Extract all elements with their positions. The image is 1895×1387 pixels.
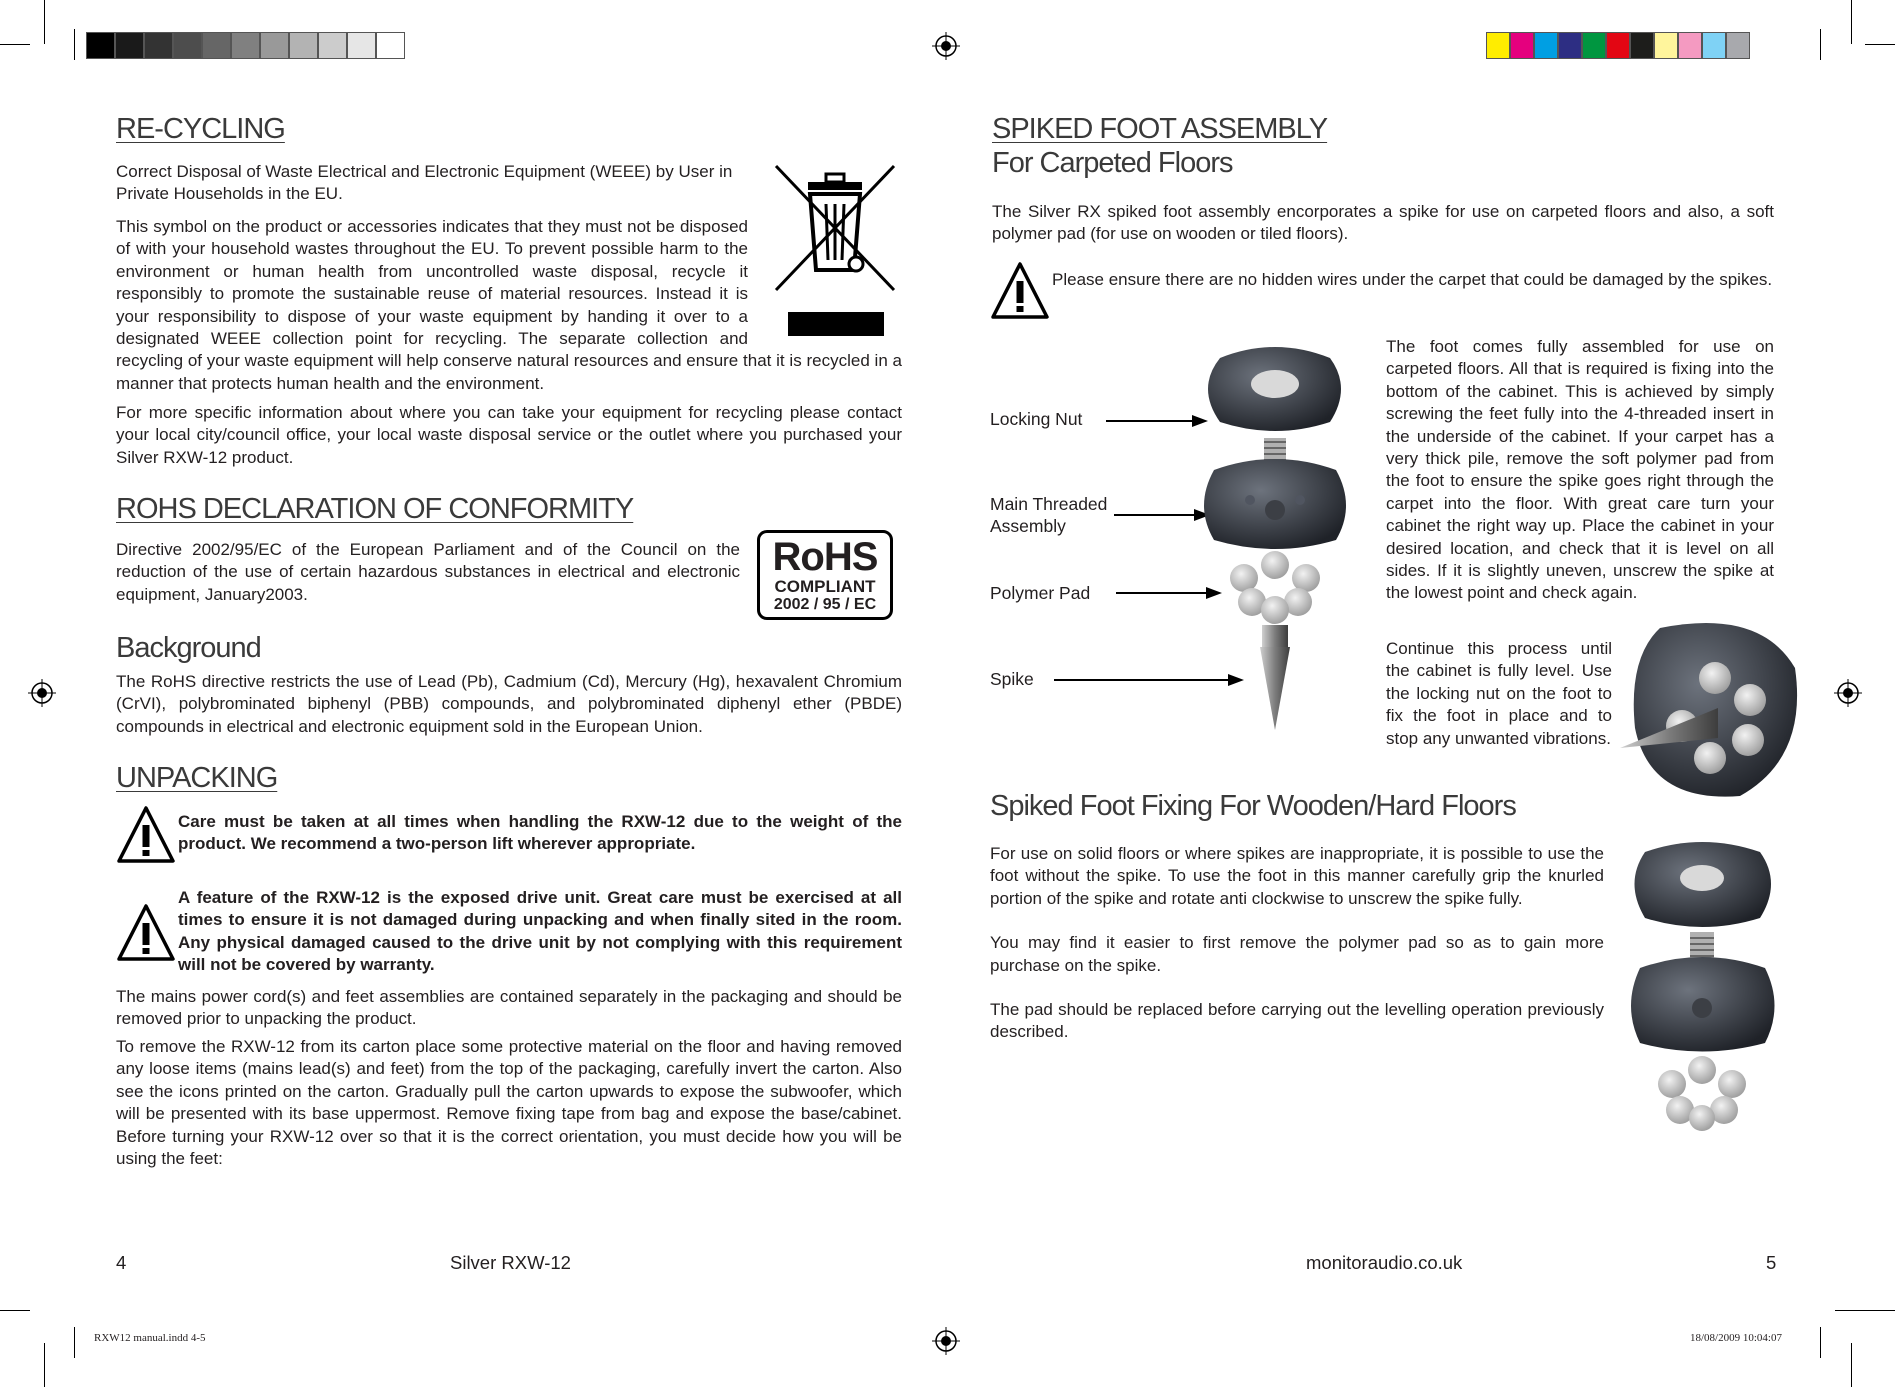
rohs-logo-line3: 2002 / 95 / EC [773, 596, 877, 613]
recycling-more-block [116, 402, 902, 469]
right-page-number: 5 [1766, 1252, 1777, 1273]
slug-timestamp: 18/08/2009 10:04:07 [1690, 1332, 1782, 1344]
crop-mark [1851, 1343, 1852, 1387]
crop-mark [1820, 29, 1821, 60]
spiked-subtitle: For Carpeted Floors [992, 147, 1233, 179]
colour-swatch [289, 32, 318, 59]
unpacking-warning1: Care must be taken at all times when handling the RXW-12 due to the weight of the product. We recommend a two-person lift wherever appropriate. [178, 812, 902, 854]
spiked-intro: The Silver RX spiked foot assembly encorporates a spike for use on carpeted floors and also, a soft polymer pad (for use on wooden or tiled floors). [992, 202, 1774, 244]
spiked-section [992, 112, 1782, 180]
colour-swatch [376, 32, 405, 59]
colour-swatch [1486, 32, 1510, 59]
colour-swatch [318, 32, 347, 59]
wooden-para2: You may find it easier to first remove the polymer pad so as to gain more purchase on the spike. [990, 933, 1604, 975]
colour-swatch [1630, 32, 1654, 59]
unpacking-warning1-block [178, 811, 902, 856]
wooden-para1: For use on solid floors or where spikes are inappropriate, it is possible to use the foot without the spike. To use the foot in this manner carefully grip the knurled portion of the spike and rotate anti clockwise to unscrew the spike fully. [990, 844, 1604, 908]
label-main-threaded-assembly: Main Threaded Assembly [990, 494, 1108, 536]
unpacking-para2: To remove the RXW-12 from its carton place some protective material on the floor and having removed any loose items (mains lead(s) and feet) from the top of the packaging, carefully invert the carton. Also see the icons printed on the carton. Gradually pull the carton upwards to expose the subwoofer, which will be presented with its base uppermost. Remove fixing tape from bag and expose the base/cabinet. Before turning your RXW-12 over so that it is the correct orientation, you must decide how you will be using the feet: [116, 1037, 902, 1169]
recycling-body-text: This symbol on the product or accessories indicates that they must not be disposed of with your household wastes throughout the EU. To prevent possible harm to the environment or human health from uncontrolled waste disposal, recycle it responsibly to promote the sustainable reuse of material resources. Instead it is your responsibility to dispose of your waste equipment by handing it over to a designated WEEE collection point for recycling. The separate collection and recycling of your waste equipment will help conserve natural resources and ensure that it is recycled in a manner that protects human health and the environment. [116, 217, 902, 393]
warning-triangle-icon [116, 903, 176, 963]
rohs-body: Directive 2002/95/EC of the European Parliament and of the Council on the reduction of the use of certain hazardous substances in electrical and electronic equipment, January2003. [116, 540, 740, 604]
wooden-section [990, 789, 1780, 823]
label-locking-nut: Locking Nut [990, 409, 1083, 429]
colour-swatch [1534, 32, 1558, 59]
crop-mark [1865, 44, 1895, 45]
colour-swatch [1702, 32, 1726, 59]
recycling-intro-block [116, 161, 748, 206]
colour-swatch [1726, 32, 1750, 59]
background-title: Background [116, 632, 261, 664]
recycling-section [116, 112, 902, 146]
crop-mark [74, 1327, 75, 1358]
crop-mark [0, 44, 30, 45]
crop-mark [1835, 1310, 1895, 1311]
warning-triangle-icon [116, 805, 176, 865]
rohs-body-block [116, 539, 740, 606]
left-footer-product: Silver RXW-12 [450, 1252, 571, 1273]
colour-swatch [1510, 32, 1534, 59]
spiked-warning-block [1052, 269, 1774, 291]
crop-mark [74, 29, 75, 60]
unpacking-section [116, 761, 902, 795]
colour-swatch [115, 32, 144, 59]
crop-mark [0, 1310, 30, 1311]
unpacking-title: UNPACKING [116, 762, 278, 794]
unpacking-para1-block [116, 986, 902, 1031]
spiked-intro-block [992, 201, 1774, 246]
left-page-number: 4 [116, 1252, 127, 1273]
foot-assembled-illustration [1610, 608, 1810, 808]
right-footer-website: monitoraudio.co.uk [1306, 1252, 1463, 1273]
colour-swatch [1678, 32, 1702, 59]
registration-mark-icon [1834, 679, 1862, 707]
recycling-title: RE-CYCLING [116, 113, 285, 145]
unpacking-warning2-block [178, 887, 902, 977]
recycling-body [116, 216, 902, 395]
warning-triangle-icon [990, 261, 1050, 321]
label-spike: Spike [990, 669, 1034, 689]
background-section [116, 631, 902, 665]
rohs-compliant-logo [757, 530, 893, 620]
spiked-body-block [1386, 336, 1774, 605]
recycling-more: For more specific information about where you can take your equipment for recycling please contact your local city/council office, your local waste disposal service or the outlet where you purchased your Silver RXW-12 product. [116, 403, 902, 467]
rohs-logo-line1: RoHS [772, 535, 878, 579]
colour-swatch [260, 32, 289, 59]
registration-mark-icon [932, 32, 960, 60]
unpacking-para1: The mains power cord(s) and feet assemblies are contained separately in the packaging and should be removed prior to unpacking the product. [116, 987, 902, 1029]
colour-swatch [1654, 32, 1678, 59]
crop-mark [1851, 0, 1852, 44]
colour-swatch [144, 32, 173, 59]
recycling-intro: Correct Disposal of Waste Electrical and Electronic Equipment (WEEE) by User in Private Households in the EU. [116, 162, 733, 204]
slug-filename: RXW12 manual.indd 4-5 [94, 1332, 206, 1344]
colour-swatch [1582, 32, 1606, 59]
recycling-body-block [116, 216, 902, 395]
colour-swatch [1606, 32, 1630, 59]
foot-without-spike-illustration [1620, 838, 1785, 1133]
background-body: The RoHS directive restricts the use of Lead (Pb), Cadmium (Cd), Mercury (Hg), hexavalent Chromium (CrVI), polybrominated biphenyl (PBB) compounds, and polybrominated diphenyl ether (PBDE) compounds in electrical and electronic equipment sold in the European Union. [116, 672, 902, 736]
icon-spacer [748, 216, 902, 338]
unpacking-para2-block [116, 1036, 902, 1170]
colour-swatch [231, 32, 260, 59]
wooden-text-block [990, 843, 1604, 1044]
colour-swatch [347, 32, 376, 59]
spiked-continue: Continue this process until the cabinet is fully level. Use the locking nut on the foot to fix the foot in place and to stop any unwanted vibrations. [1386, 639, 1612, 748]
spiked-continue-block [1386, 638, 1612, 750]
crop-mark [1820, 1327, 1821, 1358]
colour-swatch [86, 32, 115, 59]
registration-mark-icon [28, 679, 56, 707]
foot-assembly-exploded-illustration [1180, 340, 1370, 735]
spiked-title: SPIKED FOOT ASSEMBLY [992, 113, 1328, 145]
wooden-para3: The pad should be replaced before carrying out the levelling operation previously described. [990, 1000, 1604, 1042]
colour-swatch [202, 32, 231, 59]
rohs-section [116, 492, 902, 526]
rohs-logo-line2: COMPLIANT [774, 577, 876, 596]
unpacking-warning2: A feature of the RXW-12 is the exposed drive unit. Great care must be exercised at all times to ensure it is not damaged during unpacking and when finally sited in the room. Any physical damaged caused to the drive unit by not complying with this requirement will not be covered by warranty. [178, 888, 902, 975]
label-polymer-pad: Polymer Pad [990, 583, 1091, 603]
registration-mark-icon [932, 1327, 960, 1355]
background-body-block [116, 671, 902, 738]
spiked-body: The foot comes fully assembled for use on carpeted floors. All that is required is fixing into the bottom of the cabinet. This is achieved by simply screwing the feet fully into the 4-threaded insert in the underside of the cabinet. If your carpet has a very thick pile, remove the soft polymer pad from the foot to ensure the spike goes right through the carpet into the floor. With great care turn your cabinet the right way up. Place the cabinet in your desired location, and check that it is level on all sides. If it is slightly uneven, unscrew the spike at the lowest point and check again. [1386, 337, 1774, 603]
colour-swatch [173, 32, 202, 59]
crop-mark [44, 1343, 45, 1387]
spiked-warning: Please ensure there are no hidden wires under the carpet that could be damaged by the spikes. [1052, 270, 1773, 289]
wooden-title: Spiked Foot Fixing For Wooden/Hard Floors [990, 790, 1516, 822]
colour-swatch [1558, 32, 1582, 59]
crop-mark [44, 0, 45, 44]
rohs-title: ROHS DECLARATION OF CONFORMITY [116, 493, 634, 525]
